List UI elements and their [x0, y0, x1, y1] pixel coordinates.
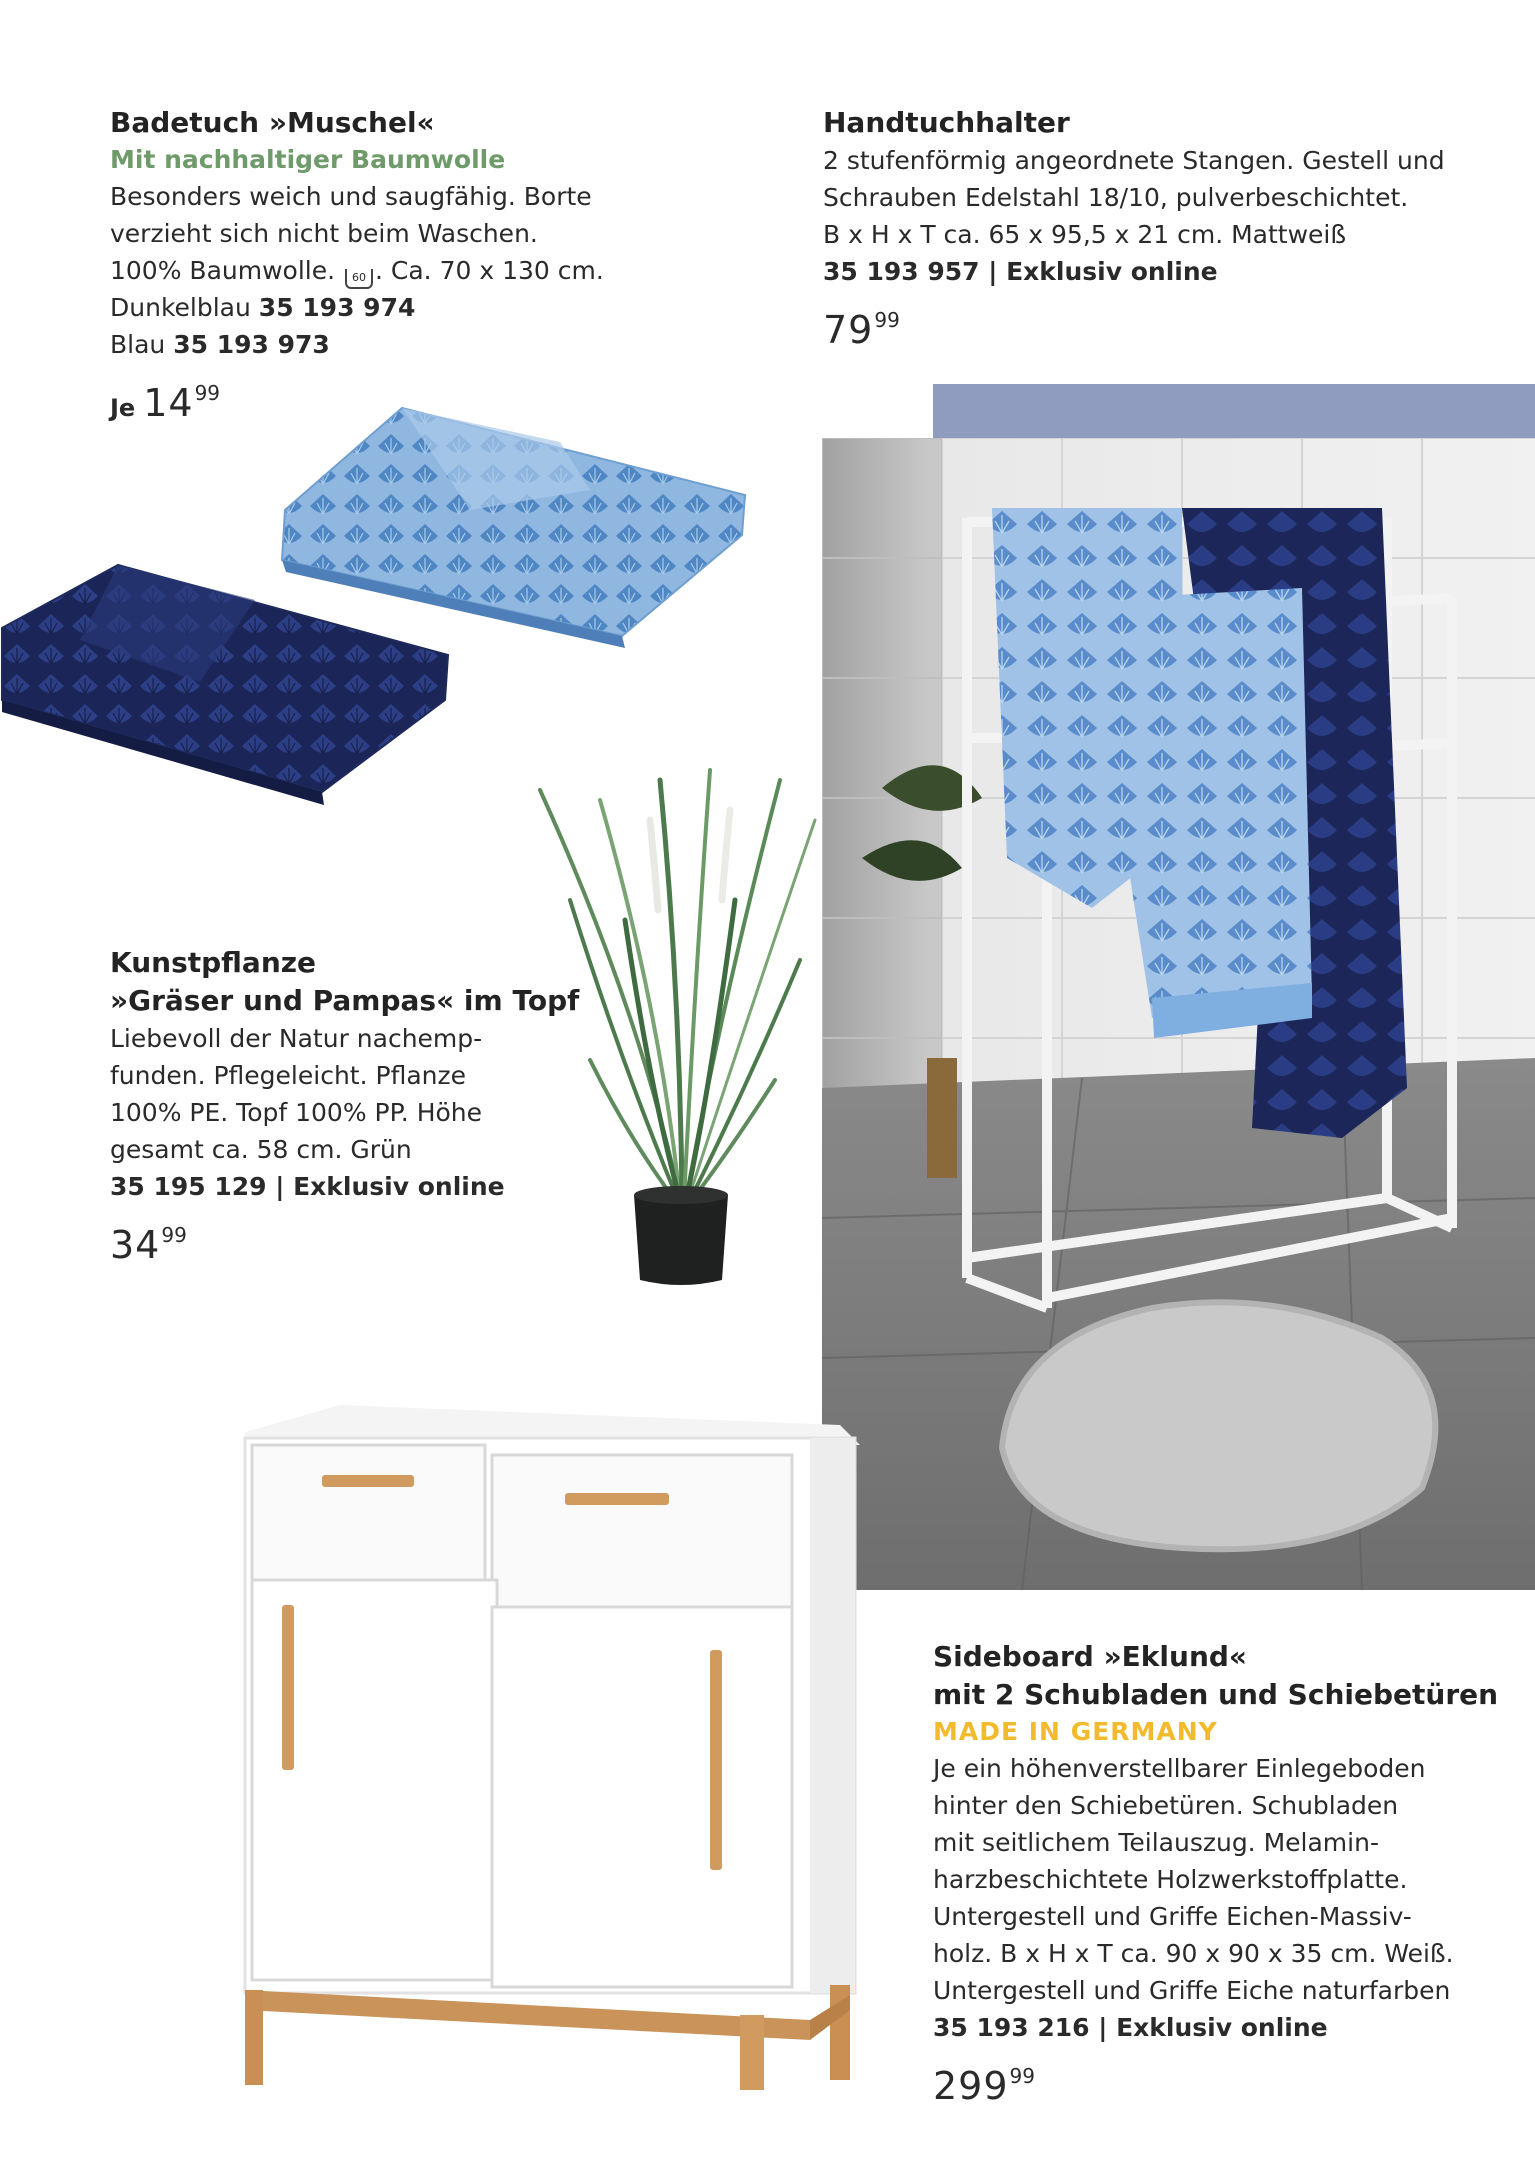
towel-text	[110, 104, 604, 428]
sideboard-sku: 35 193 216 | Exklusiv online	[933, 2013, 1328, 2042]
sideboard-desc-1: Je ein höhenverstellbarer Einlegeboden	[933, 1754, 1426, 1783]
towel-desc-1: Besonders weich und saugfähig. Borte	[110, 182, 592, 211]
towel-variant-2: Blau 35 193 973	[110, 330, 330, 359]
plant-title-2: »Gräser und Pampas« im Topf	[110, 984, 580, 1017]
towel-subtitle: Mit nachhaltiger Baumwolle	[110, 145, 506, 174]
sideboard-desc-7: Untergestell und Griffe Eiche naturfarben	[933, 1976, 1451, 2005]
plant-sku: 35 195 129 | Exklusiv online	[110, 1172, 505, 1201]
towel-title: Badetuch »Muschel«	[110, 106, 435, 139]
holder-title: Handtuchhalter	[823, 106, 1070, 139]
wash-60-icon: 60	[345, 269, 373, 289]
holder-price: $79^{99}$	[823, 308, 900, 352]
plant-desc-2: funden. Pflegeleicht. Pflanze	[110, 1061, 466, 1090]
plant-text	[110, 944, 579, 1270]
towels-image	[0, 400, 760, 820]
holder-desc-1: 2 stufenförmig angeordnete Stangen. Gestell und	[823, 146, 1445, 175]
plant-image	[530, 760, 830, 1300]
sideboard-desc-3: mit seitlichem Teilauszug. Melamin-	[933, 1828, 1379, 1857]
holder-desc-2: Schrauben Edelstahl 18/10, pulverbeschichtet.	[823, 183, 1409, 212]
holder-sku: 35 193 957 | Exklusiv online	[823, 257, 1218, 286]
plant-desc-4: gesamt ca. 58 cm. Grün	[110, 1135, 412, 1164]
sideboard-desc-5: Untergestell und Griffe Eichen-Massiv-	[933, 1902, 1412, 1931]
sideboard-price: $299^{99}$	[933, 2064, 1035, 2108]
sideboard-desc-6: holz. B x H x T ca. 90 x 90 x 35 cm. Weiß.	[933, 1939, 1454, 1968]
sideboard-desc-4: harzbeschichtete Holzwerkstoffplatte.	[933, 1865, 1408, 1894]
sideboard-title-1: Sideboard »Eklund«	[933, 1640, 1248, 1673]
sideboard-text	[933, 1638, 1498, 2111]
sideboard-subtitle: MADE IN GERMANY	[933, 1717, 1218, 1746]
holder-text	[823, 104, 1445, 355]
towel-holder-photo	[822, 438, 1535, 1590]
towel-desc-3: 100% Baumwolle. 60 . Ca. 70 x 130 cm.	[110, 252, 604, 289]
sideboard-desc-2: hinter den Schiebetüren. Schubladen	[933, 1791, 1399, 1820]
sideboard-title-2: mit 2 Schubladen und Schiebetüren	[933, 1678, 1499, 1711]
plant-title-1: Kunstpflanze	[110, 946, 317, 979]
plant-price: $34^{99}$	[110, 1223, 187, 1267]
holder-desc-3: B x H x T ca. 65 x 95,5 x 21 cm. Mattweiß	[823, 220, 1347, 249]
towel-price: Je $14^{99}$	[110, 381, 221, 425]
towel-desc-2: verzieht sich nicht beim Waschen.	[110, 219, 538, 248]
plant-desc-1: Liebevoll der Natur nachemp-	[110, 1024, 483, 1053]
accent-bar	[933, 384, 1535, 438]
plant-desc-3: 100% PE. Topf 100% PP. Höhe	[110, 1098, 483, 1127]
towel-variant-1: Dunkelblau 35 193 974	[110, 293, 416, 322]
sideboard-image	[240, 1400, 870, 2090]
